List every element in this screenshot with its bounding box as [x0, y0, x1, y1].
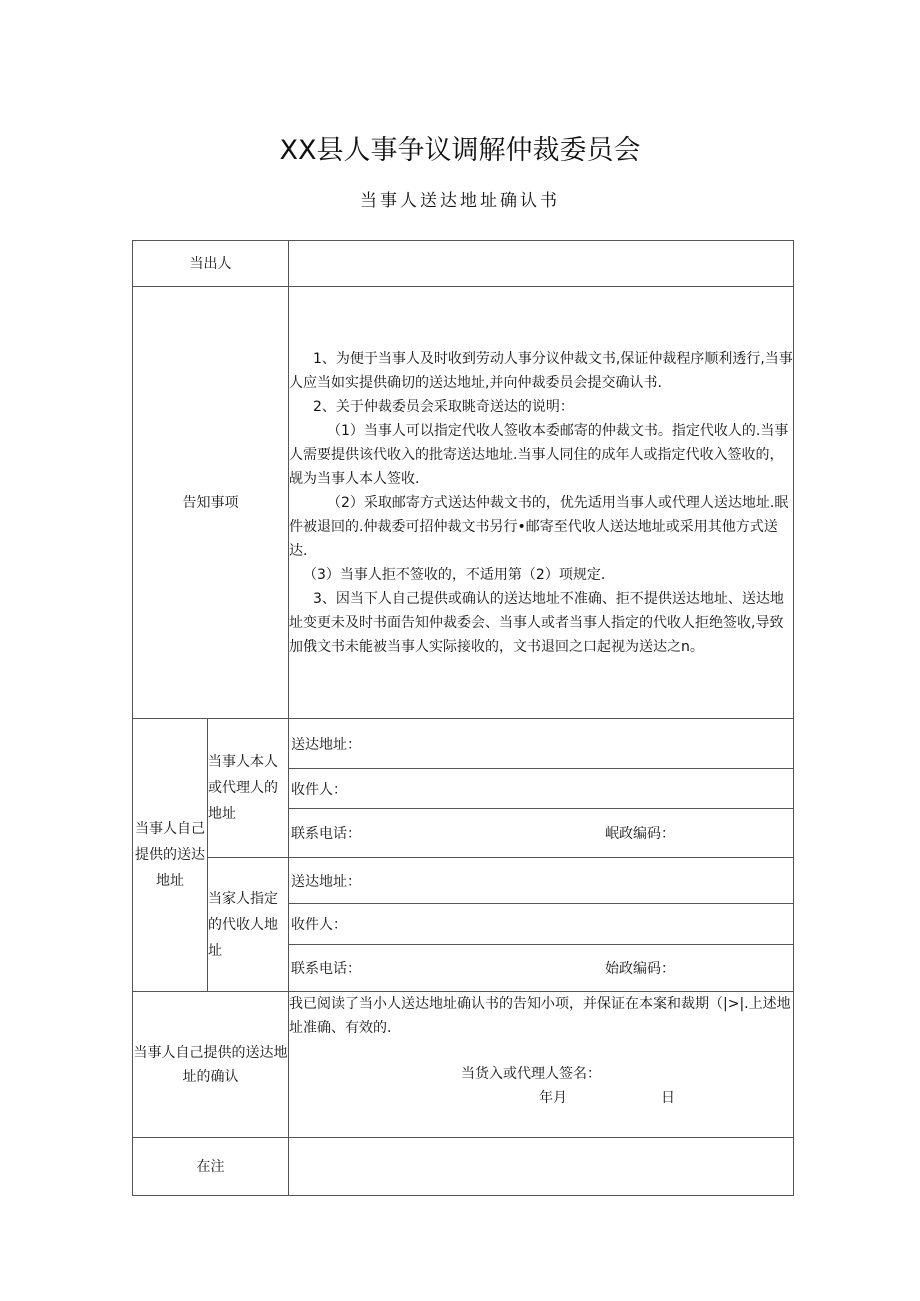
notice-paragraph-3: （1）当事人可以指定代收人签收本委邮寄的仲裁文书。指定代收人的.当事人需要提供该代收入的批寄送达地址.当事人同住的成年人或指定代收入签收的，觇为当事人本人签收.: [289, 422, 789, 487]
confirmation-form-table: [132, 240, 794, 1196]
agent-address-field[interactable]: [289, 858, 794, 904]
agent-address-row: [133, 858, 794, 904]
agent-recipient-field[interactable]: [289, 904, 794, 945]
remarks-value-cell[interactable]: [289, 1138, 794, 1196]
agent-phone-label: 联系电话：: [291, 961, 361, 977]
confirm-statement: 我已阅读了当小人送达地址确认书的告知小项，并保证在本案和裁期（|>|.上述地址准确、有效的.: [289, 996, 791, 1036]
notice-label: 告知事项: [133, 287, 289, 719]
party-label: 当出人: [133, 241, 289, 287]
notice-paragraph-6: 3、因当下人自己提供或确认的送达地址不准确、拒不提供送达地址、送达地址变更未及时书面告知仲裁委会、当事人或者当事人指定的代收人拒绝签收,导致加俄文书未能被当事人实际接收的，文书退回之口起视为送达之n。: [289, 590, 784, 655]
self-phone-label: 联系电话：: [291, 826, 361, 842]
agent-postcode-label: 始政编码：: [605, 961, 675, 977]
day-label: 日: [661, 1090, 675, 1106]
remarks-row: [133, 1138, 794, 1196]
confirm-label: 当事人自己提供的送达地址的确认: [133, 992, 289, 1138]
confirm-content[interactable]: [289, 992, 794, 1138]
date-line: [289, 1086, 793, 1110]
self-group-label: 当事人本人或代理人的地址: [208, 719, 289, 858]
notice-paragraph-2: 2、关于仲裁委员会采取眺奇送达的说明：: [313, 398, 574, 415]
self-address-label: 送达地址：: [291, 736, 361, 753]
notice-paragraph-5: （3）当事人拒不签收的，不适用第（2）项规定.: [303, 566, 606, 583]
year-month-label: 年月: [539, 1090, 567, 1106]
notice-content: [289, 287, 794, 719]
address-section-label: 当事人自己提供的送达地址: [133, 719, 208, 992]
confirm-row: [133, 992, 794, 1138]
agent-address-label: 送达地址：: [291, 873, 361, 890]
self-phone-field[interactable]: [289, 809, 794, 858]
self-postcode-label: 岷政编码：: [605, 826, 675, 842]
self-recipient-label: 收件人：: [291, 781, 347, 798]
remarks-label: 在注: [133, 1138, 289, 1196]
agent-recipient-label: 收件人：: [291, 917, 347, 933]
self-address-field[interactable]: [289, 719, 794, 769]
notice-paragraph-4: （2）采取邮寄方式送达仲裁文书的，优先适用当事人或代理人送达地址.眠件被退回的.仲裁委可招仲裁文书另行•邮寄至代收人送达地址或采用其他方式送达.: [289, 494, 789, 559]
party-value-cell[interactable]: [289, 241, 794, 287]
notice-paragraph-1: 1、为便于当事人及时收到劳动人事分议仲裁文书,保证仲裁程序顺利透行,当事人应当如实提供确切的送达地址,并向仲裁委员会提交确认书.: [289, 350, 793, 391]
notice-row: [133, 287, 794, 719]
document-subtitle: 当事人送达地址确认书: [360, 191, 560, 211]
self-address-row: [133, 719, 794, 769]
document-title: XX县人事争议调解仲裁委员会: [279, 135, 641, 166]
agent-phone-field[interactable]: [289, 945, 794, 992]
self-recipient-field[interactable]: [289, 769, 794, 809]
signature-line: 当货入或代理人签名：: [461, 1066, 601, 1082]
agent-group-label: 当家人指定的代收人地址: [208, 858, 289, 992]
party-row: [133, 241, 794, 287]
